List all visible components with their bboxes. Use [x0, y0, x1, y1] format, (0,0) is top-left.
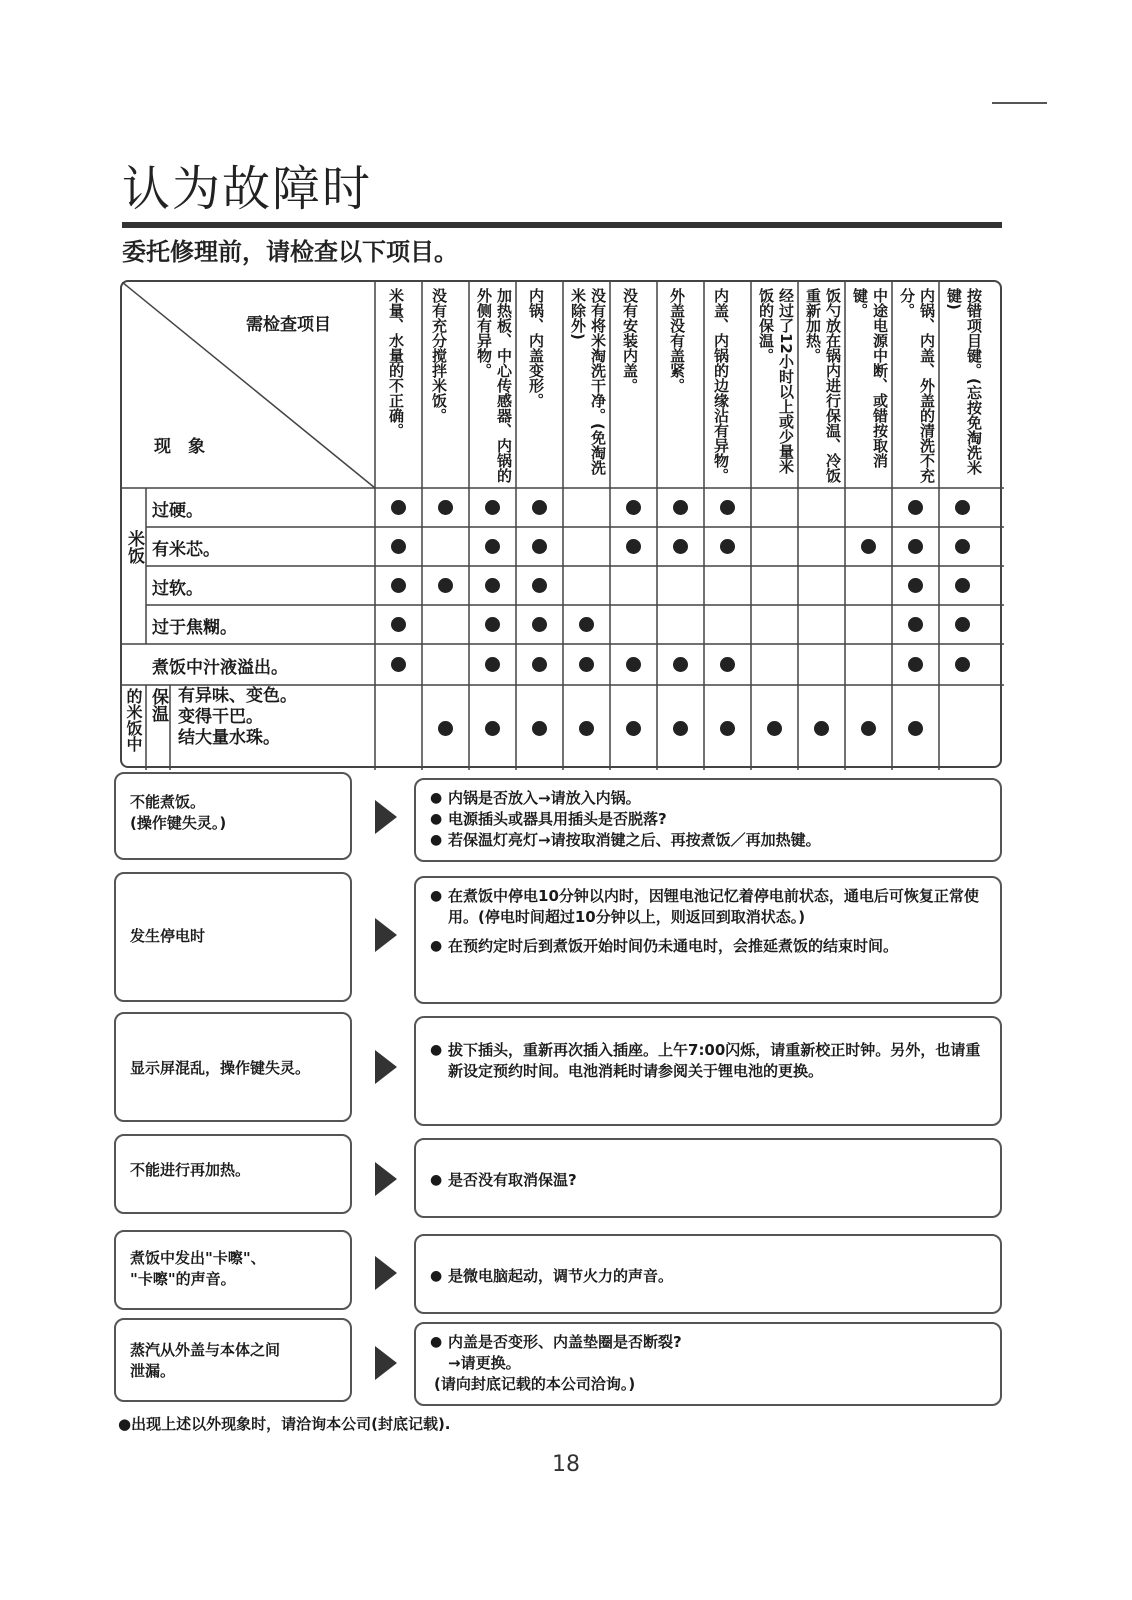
group-label-rice: 米饭 [124, 530, 144, 564]
corner-bottom-label: 现 象 [154, 437, 205, 457]
check-mark-dot [673, 539, 688, 554]
answer-line: ● 拔下插头，重新再次插入插座。上午7:00闪烁，请重新校正时钟。另外，也请重新设定预约时间。电池消耗时请参阅关于锂电池的更换。 [430, 1040, 986, 1082]
answer-line: ● 在预约定时后到煮饭开始时间仍未通电时，会推延煮饭的结束时间。 [430, 936, 986, 957]
row-label: 煮饭中汁液溢出。 [152, 658, 288, 678]
col-header: 没有安装内盖。 [621, 288, 639, 393]
check-mark-dot [626, 721, 641, 736]
answer-box [414, 1322, 1002, 1406]
check-mark-dot [485, 657, 500, 672]
check-mark-dot [720, 500, 735, 515]
check-mark-dot [532, 617, 547, 632]
col-header: 内盖、内锅的边缘沾有异物。 [712, 288, 730, 483]
symptom-box [114, 1134, 352, 1214]
check-mark-dot [908, 721, 923, 736]
arrow-right-icon [375, 1162, 397, 1196]
symptom-text: 蒸汽从外盖与本体之间 [130, 1341, 281, 1359]
check-mark-dot [955, 500, 970, 515]
col-header: 内锅、内盖变形。 [527, 288, 545, 408]
symptom-box [114, 1230, 352, 1310]
check-mark-dot [673, 500, 688, 515]
check-mark-dot [861, 539, 876, 554]
answer-box [414, 1016, 1002, 1126]
check-mark-dot [391, 617, 406, 632]
col-header: 经过了12小时以上或少量米饭的保温。 [757, 288, 795, 474]
check-mark-dot [955, 539, 970, 554]
symptom-text: 显示屏混乱，操作键失灵。 [130, 1059, 311, 1077]
answer-line: ● 若保温灯亮灯→请按取消键之后、再按煮饭／再加热键。 [430, 830, 986, 851]
check-mark-dot [532, 578, 547, 593]
arrow-right-icon [375, 1256, 397, 1290]
check-mark-dot [673, 721, 688, 736]
check-mark-dot [908, 539, 923, 554]
footnote: ●出现上述以外现象时，请洽询本公司(封底记载). [118, 1415, 451, 1433]
check-mark-dot [626, 539, 641, 554]
arrow-right-icon [375, 1050, 397, 1084]
check-mark-dot [955, 578, 970, 593]
arrow-right-icon [375, 918, 397, 952]
check-mark-dot [720, 539, 735, 554]
symptom-text: (操作键失灵。) [130, 814, 227, 832]
check-mark-dot [955, 657, 970, 672]
check-mark-dot [391, 500, 406, 515]
symptom-text: 不能煮饭。 [130, 793, 206, 811]
answer-line: ● 内锅是否放入→请放入内锅。 [430, 788, 986, 809]
check-mark-dot [485, 500, 500, 515]
col-header: 中途电源中断、或错按取消键。 [851, 288, 889, 468]
row-label-keepwarm [178, 686, 297, 749]
row-label: 过于焦糊。 [152, 618, 237, 638]
answer-line: ● 内盖是否变形、内盖垫圈是否断裂? [430, 1332, 986, 1353]
check-mark-dot [720, 657, 735, 672]
arrow-right-icon [375, 800, 397, 834]
top-corner-rule [992, 102, 1047, 104]
col-header: 没有充分搅拌米饭。 [430, 288, 448, 423]
answer-line: ● 是微电脑起动，调节火力的声音。 [430, 1266, 986, 1287]
check-mark-dot [579, 657, 594, 672]
row-label: 有米芯。 [152, 540, 220, 560]
check-mark-dot [626, 500, 641, 515]
check-mark-dot [908, 500, 923, 515]
col-header: 没有将米淘洗干净。(免淘洗米除外) [569, 288, 607, 475]
page-title: 认为故障时 [122, 161, 373, 217]
symptom-text: 煮饭中发出"卡嚓"、 [130, 1249, 266, 1267]
check-mark-dot [579, 617, 594, 632]
check-mark-dot [391, 657, 406, 672]
check-mark-dot [720, 721, 735, 736]
symptom-box [114, 1318, 352, 1402]
check-mark-dot [391, 539, 406, 554]
page-subtitle: 委托修理前，请检查以下项目。 [122, 238, 458, 266]
answer-sub-line: →请更换。 [448, 1354, 521, 1372]
check-mark-dot [391, 578, 406, 593]
page-number: 18 [552, 1452, 580, 1477]
col-header: 饭勺放在锅内进行保温、冷饭重新加热。 [804, 288, 842, 483]
row-label: 过硬。 [152, 501, 203, 521]
check-mark-dot [861, 721, 876, 736]
check-matrix [120, 280, 1002, 768]
check-mark-dot [579, 721, 594, 736]
check-mark-dot [438, 578, 453, 593]
title-rule [122, 222, 1002, 228]
check-mark-dot [626, 657, 641, 672]
symptom-text: 不能进行再加热。 [130, 1161, 251, 1179]
answer-line: ● 在煮饭中停电10分钟以内时，因锂电池记忆着停电前状态，通电后可恢复正常使用。(停电时间超过10分钟以上，则返回到取消状态。) [430, 886, 986, 928]
symptom-text: 发生停电时 [130, 927, 206, 945]
check-mark-dot [767, 721, 782, 736]
row-label-line: 变得干巴。 [178, 707, 263, 727]
symptom-text: "卡嚓"的声音。 [130, 1270, 236, 1288]
col-header: 内锅、内盖、外盖的清洗不充分。 [898, 288, 936, 483]
col-header: 外盖没有盖紧。 [668, 288, 686, 393]
check-mark-dot [908, 657, 923, 672]
symptom-text: 泄漏。 [130, 1362, 176, 1380]
check-mark-dot [438, 721, 453, 736]
col-header: 按错项目键。(忘按免淘洗米键) [945, 288, 983, 475]
answer-line: ● 电源插头或器具用插头是否脱落? [430, 809, 986, 830]
col-header: 加热板、中心传感器、内锅的外侧有异物。 [475, 288, 513, 483]
arrow-right-icon [375, 1346, 397, 1380]
answer-box [414, 876, 1002, 1004]
check-mark-dot [673, 657, 688, 672]
answer-box [414, 778, 1002, 862]
check-mark-dot [485, 617, 500, 632]
check-mark-dot [814, 721, 829, 736]
check-mark-dot [485, 578, 500, 593]
check-mark-dot [438, 500, 453, 515]
corner-top-label: 需检查项目 [246, 315, 331, 335]
check-mark-dot [908, 578, 923, 593]
row-label: 过软。 [152, 579, 203, 599]
check-mark-dot [485, 721, 500, 736]
check-mark-dot [955, 617, 970, 632]
symptom-box [114, 1012, 352, 1122]
check-mark-dot [532, 539, 547, 554]
row-label-line: 有异味、变色。 [178, 686, 297, 706]
symptom-box [114, 772, 352, 860]
col-header: 米量、水量的不正确。 [387, 288, 405, 438]
answer-line: ● 是否没有取消保温? [430, 1170, 986, 1191]
check-mark-dot [532, 500, 547, 515]
answer-box [414, 1234, 1002, 1314]
group-label-keepwarm-rice: 的米饭中 [124, 688, 143, 752]
check-mark-dot [485, 539, 500, 554]
answer-box [414, 1138, 1002, 1218]
row-label-line: 结大量水珠。 [178, 728, 280, 748]
check-mark-dot [532, 721, 547, 736]
symptom-box [114, 872, 352, 1002]
check-mark-dot [908, 617, 923, 632]
answer-sub-line: (请向封底记载的本公司洽询。) [434, 1375, 636, 1393]
group-label-keepwarm: 保温 [148, 688, 168, 722]
check-mark-dot [532, 657, 547, 672]
